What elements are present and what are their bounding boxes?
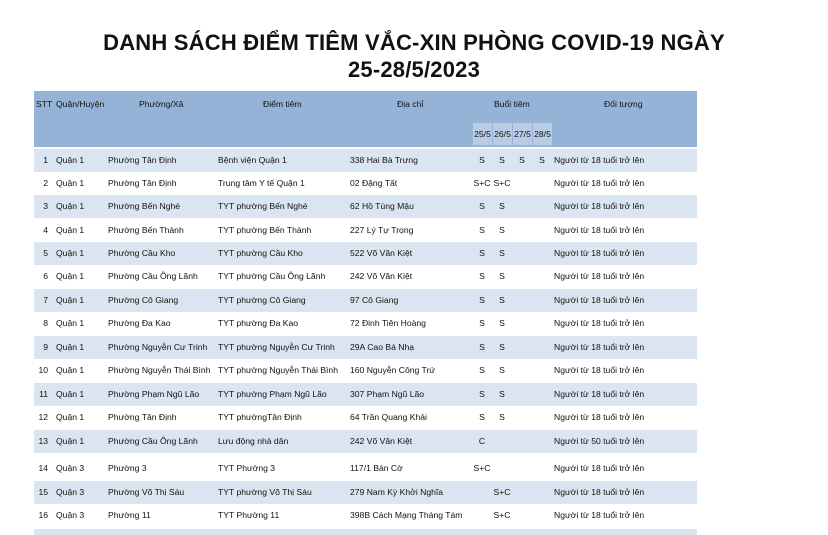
page-subtitle-date-range: 25-28/5/2023 [347, 57, 481, 82]
row-session-26-5: S [499, 365, 505, 375]
row-district: Quận 3 [56, 487, 85, 497]
row-district: Quận 1 [56, 155, 85, 165]
row-ward: Phường Bến Thành [108, 225, 184, 235]
row-address: 398B Cách Mạng Tháng Tám [350, 510, 463, 520]
row-address: 72 Đinh Tiên Hoàng [350, 318, 426, 328]
table-row [34, 149, 697, 172]
row-address: 64 Trần Quang Khải [350, 412, 427, 422]
header-date-25-5: 25/5 [473, 123, 492, 145]
row-ward: Phường 3 [108, 463, 147, 473]
row-stt: 5 [43, 248, 48, 258]
row-session-26-5: S+C [493, 487, 511, 497]
table-row [34, 406, 697, 429]
row-session-25-5: S [479, 271, 485, 281]
row-session-25-5: S [479, 365, 485, 375]
row-site: TYT phường Cầu Kho [218, 248, 303, 258]
row-session-26-5: S [499, 295, 505, 305]
row-site: TYT phường Cô Giang [218, 295, 306, 305]
row-session-26-5: S [499, 248, 505, 258]
row-site: TYT phườngTân Định [218, 412, 302, 422]
row-target: Người từ 18 tuổi trở lên [554, 318, 645, 328]
row-district: Quận 1 [56, 271, 85, 281]
row-target: Người từ 18 tuổi trở lên [554, 201, 645, 211]
row-stt: 3 [43, 201, 48, 211]
row-site: TYT phường Bến Nghé [218, 201, 308, 211]
row-site: TYT phường Đa Kao [218, 318, 299, 328]
row-stt: 1 [43, 155, 48, 165]
row-district: Quận 3 [56, 510, 85, 520]
row-ward: Phường Cô Giang [108, 295, 179, 305]
table-row [34, 457, 697, 480]
row-ward: Phường 11 [108, 510, 151, 520]
row-address: 29A Cao Bá Nhạ [350, 342, 415, 352]
row-session-25-5: S [479, 318, 485, 328]
row-target: Người từ 18 tuổi trở lên [554, 178, 645, 188]
row-target: Người từ 50 tuổi trở lên [554, 436, 645, 446]
table-row [34, 481, 697, 504]
row-site: Bệnh viện Quận 1 [218, 155, 287, 165]
row-target: Người từ 18 tuổi trở lên [554, 389, 645, 399]
row-district: Quận 1 [56, 412, 85, 422]
row-session-26-5: S [499, 201, 505, 211]
row-address: 160 Nguyễn Công Trứ [350, 365, 436, 375]
row-district: Quận 1 [56, 342, 85, 352]
row-site: TYT Phường 3 [218, 463, 276, 473]
row-stt: 12 [38, 412, 48, 422]
row-stt: 11 [39, 389, 48, 399]
row-session-25-5: C [478, 436, 486, 446]
row-site: TYT phường Bến Thành [218, 225, 312, 235]
row-session-25-5: S [479, 225, 485, 235]
row-session-26-5: S [499, 271, 505, 281]
header-sessions: Buổi tiêm [494, 99, 530, 109]
table-row [34, 383, 697, 406]
row-stt: 6 [43, 271, 48, 281]
row-stt: 14 [38, 463, 48, 473]
row-address: 117/1 Bàn Cờ [350, 463, 403, 473]
row-stt: 13 [38, 436, 48, 446]
row-ward: Phường Cầu Kho [108, 248, 176, 258]
header-target: Đối tượng [604, 99, 643, 109]
row-session-26-5: S [499, 389, 505, 399]
header-date-27-5: 27/5 [513, 123, 532, 145]
row-target: Người từ 18 tuổi trở lên [554, 412, 645, 422]
header-address: Địa chỉ [397, 99, 424, 109]
row-ward: Phường Bến Nghé [108, 201, 181, 211]
row-district: Quận 1 [56, 248, 85, 258]
row-session-26-5: S [499, 225, 505, 235]
row-session-25-5: S [479, 412, 485, 422]
row-address: 242 Võ Văn Kiệt [350, 271, 413, 281]
row-district: Quận 1 [56, 318, 85, 328]
table-row [34, 312, 697, 335]
page-title: DANH SÁCH ĐIỂM TIÊM VẮC-XIN PHÒNG COVID-19 NGÀY [103, 30, 725, 55]
row-session-25-5: S [479, 389, 485, 399]
row-district: Quận 1 [56, 436, 85, 446]
row-site: Lưu động nhà dân [218, 436, 289, 446]
table-row [34, 172, 697, 195]
row-session-26-5: S [499, 412, 505, 422]
row-session-25-5: S [479, 248, 485, 258]
row-target: Người từ 18 tuổi trở lên [554, 365, 645, 375]
header-date-26-5: 26/5 [493, 123, 512, 145]
row-address: 338 Hai Bà Trưng [350, 155, 418, 165]
row-session-26-5: S+C [493, 510, 511, 520]
row-session-28-5: S [539, 155, 545, 165]
row-session-25-5: S [479, 201, 485, 211]
row-address: 522 Võ Văn Kiệt [350, 248, 413, 258]
row-session-25-5: S+C [473, 463, 491, 473]
header-district: Quận/Huyện [56, 99, 105, 109]
header-date-28-5: 28/5 [533, 123, 552, 145]
row-session-25-5: S [479, 342, 485, 352]
row-session-27-5: S [519, 155, 525, 165]
row-stt: 4 [43, 225, 48, 235]
row-site: TYT phường Cầu Ông Lãnh [218, 271, 326, 281]
row-target: Người từ 18 tuổi trở lên [554, 248, 645, 258]
row-stt: 8 [43, 318, 48, 328]
row-ward: Phường Đa Kao [108, 318, 171, 328]
table-row [34, 359, 697, 382]
table-row [34, 430, 697, 453]
row-target: Người từ 18 tuổi trở lên [554, 342, 645, 352]
table-row [34, 195, 697, 218]
table-row [34, 219, 697, 242]
row-address: 242 Võ Văn Kiệt [350, 436, 413, 446]
table-row-partial [34, 529, 697, 535]
row-session-26-5: S+C [493, 178, 511, 188]
table-row [34, 242, 697, 265]
row-ward: Phường Tân Định [108, 412, 177, 422]
row-site: TYT phường Nguyễn Thái Bình [218, 365, 338, 375]
row-address: 02 Đặng Tất [350, 178, 398, 188]
row-stt: 9 [43, 342, 48, 352]
row-site: TYT phường Nguyễn Cư Trinh [218, 342, 335, 352]
header-ward: Phường/Xã [139, 99, 184, 109]
row-ward: Phường Cầu Ông Lãnh [108, 436, 198, 446]
row-address: 62 Hồ Tùng Mậu [350, 201, 414, 211]
row-ward: Phường Nguyễn Cư Trinh [108, 342, 208, 352]
header-stt: STT [36, 99, 53, 109]
row-site: TYT Phường 11 [218, 510, 280, 520]
table-row [34, 289, 697, 312]
row-address: 307 Phạm Ngũ Lão [350, 389, 425, 399]
row-target: Người từ 18 tuổi trở lên [554, 225, 645, 235]
row-stt: 10 [38, 365, 48, 375]
row-session-26-5: S [499, 318, 505, 328]
row-district: Quận 1 [56, 201, 85, 211]
row-site: TYT phường Phạm Ngũ Lão [218, 389, 327, 399]
row-district: Quận 1 [56, 295, 85, 305]
table-row [34, 336, 697, 359]
row-district: Quận 1 [56, 389, 85, 399]
row-session-26-5: S [499, 155, 505, 165]
row-stt: 16 [38, 510, 48, 520]
row-address: 97 Cô Giang [350, 295, 399, 305]
row-ward: Phường Nguyễn Thái Bình [108, 365, 211, 375]
row-ward: Phường Cầu Ông Lãnh [108, 271, 198, 281]
row-target: Người từ 18 tuổi trở lên [554, 487, 645, 497]
row-session-25-5: S [479, 155, 485, 165]
row-session-25-5: S [479, 295, 485, 305]
row-district: Quận 1 [56, 178, 85, 188]
table-row [34, 504, 697, 527]
row-stt: 2 [43, 178, 48, 188]
row-stt: 15 [38, 487, 48, 497]
row-site: TYT phường Võ Thị Sáu [218, 487, 312, 497]
row-target: Người từ 18 tuổi trở lên [554, 295, 645, 305]
row-ward: Phường Tân Định [108, 178, 177, 188]
row-ward: Phường Phạm Ngũ Lão [108, 389, 200, 399]
row-session-26-5: S [499, 342, 505, 352]
table-header [34, 91, 697, 147]
row-ward: Phường Võ Thị Sáu [108, 487, 185, 497]
row-target: Người từ 18 tuổi trở lên [554, 463, 645, 473]
row-target: Người từ 18 tuổi trở lên [554, 271, 645, 281]
row-address: 279 Nam Kỳ Khởi Nghĩa [350, 487, 444, 497]
row-target: Người từ 18 tuổi trở lên [554, 510, 645, 520]
row-ward: Phường Tân Định [108, 155, 177, 165]
row-stt: 7 [43, 295, 48, 305]
row-session-25-5: S+C [473, 178, 491, 188]
row-address: 227 Lý Tự Trọng [350, 225, 414, 235]
row-site: Trung tâm Y tế Quận 1 [218, 178, 305, 188]
table-row [34, 265, 697, 288]
row-district: Quận 1 [56, 365, 85, 375]
row-district: Quận 3 [56, 463, 85, 473]
row-district: Quận 1 [56, 225, 85, 235]
header-site: Điểm tiêm [263, 99, 302, 109]
row-target: Người từ 18 tuổi trở lên [554, 155, 645, 165]
